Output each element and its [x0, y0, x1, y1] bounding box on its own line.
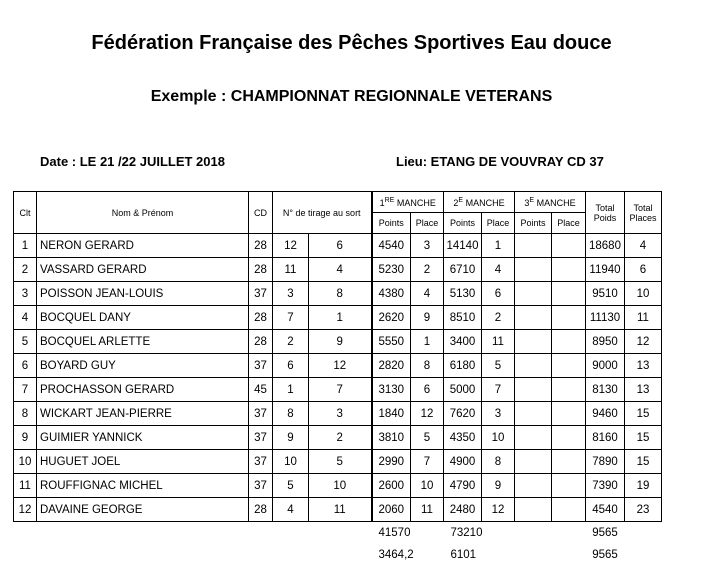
cell-cd: 37 [249, 474, 273, 498]
document-title: Fédération Française des Pêches Sportives Eau douce [91, 32, 612, 54]
cell-m2-place: 8 [482, 450, 515, 474]
table-row [14, 282, 662, 306]
cell-m3-place [552, 234, 586, 258]
cell-m3-place [552, 330, 586, 354]
cell-m2-place: 3 [482, 402, 515, 426]
cell-tirage-1: 11 [273, 258, 309, 282]
cell-nom: VASSARD GERARD [37, 258, 249, 282]
total-m2-points: 6101 [450, 549, 477, 561]
cell-tirage-1: 2 [273, 330, 309, 354]
cell-total-poids: 4540 [586, 498, 625, 522]
cell-cd: 37 [249, 450, 273, 474]
cell-m3-place [552, 282, 586, 306]
cell-tirage-1: 1 [273, 378, 309, 402]
cell-m2-points: 6180 [444, 354, 482, 378]
cell-nom: GUIMIER YANNICK [37, 426, 249, 450]
cell-m2-place: 10 [482, 426, 515, 450]
cell-m1-points: 4380 [372, 282, 411, 306]
cell-m1-points: 2600 [372, 474, 411, 498]
cell-m1-place: 3 [411, 234, 444, 258]
cell-tirage-2: 4 [309, 258, 372, 282]
cell-tirage-2: 5 [309, 450, 372, 474]
cell-m1-points: 4540 [372, 234, 411, 258]
cell-total-places: 12 [625, 330, 662, 354]
cell-clt: 3 [14, 282, 37, 306]
cell-total-poids: 9510 [586, 282, 625, 306]
cell-nom: NERON GERARD [37, 234, 249, 258]
cell-total-places: 6 [625, 258, 662, 282]
cell-clt: 4 [14, 306, 37, 330]
header-manche-1: 1RE MANCHE [372, 192, 444, 213]
cell-m3-place [552, 402, 586, 426]
cell-tirage-1: 5 [273, 474, 309, 498]
cell-total-places: 15 [625, 402, 662, 426]
cell-m1-place: 6 [411, 378, 444, 402]
total-poids-value: 9565 [592, 527, 618, 539]
cell-m1-place: 11 [411, 498, 444, 522]
cell-m3-place [552, 498, 586, 522]
cell-m3-points [515, 498, 552, 522]
cell-m2-points: 14140 [444, 234, 482, 258]
header-m1-place: Place [411, 213, 444, 234]
cell-m3-points [515, 330, 552, 354]
cell-tirage-1: 12 [273, 234, 309, 258]
results-table [13, 191, 662, 566]
cell-m2-points: 7620 [444, 402, 482, 426]
cell-m2-place: 2 [482, 306, 515, 330]
cell-m1-place: 9 [411, 306, 444, 330]
cell-tirage-2: 1 [309, 306, 372, 330]
table-row [14, 234, 662, 258]
cell-total-places: 15 [625, 426, 662, 450]
cell-total-poids: 11940 [586, 258, 625, 282]
cell-tirage-1: 7 [273, 306, 309, 330]
cell-cd: 37 [249, 354, 273, 378]
cell-total-poids: 7890 [586, 450, 625, 474]
cell-total-poids: 11130 [586, 306, 625, 330]
cell-m2-points: 2480 [444, 498, 482, 522]
cell-m3-place [552, 258, 586, 282]
cell-m2-points: 5000 [444, 378, 482, 402]
cell-m2-place: 12 [482, 498, 515, 522]
cell-cd: 28 [249, 258, 273, 282]
cell-cd: 28 [249, 234, 273, 258]
cell-m3-points [515, 402, 552, 426]
total-poids-value: 9565 [592, 549, 618, 561]
cell-clt: 11 [14, 474, 37, 498]
cell-m1-points: 3130 [372, 378, 411, 402]
cell-cd: 37 [249, 282, 273, 306]
cell-nom: ROUFFIGNAC MICHEL [37, 474, 249, 498]
header-m2-points: Points [444, 213, 482, 234]
total-m1-points: 41570 [378, 527, 411, 539]
cell-nom: BOCQUEL ARLETTE [37, 330, 249, 354]
cell-tirage-2: 6 [309, 234, 372, 258]
cell-tirage-1: 8 [273, 402, 309, 426]
cell-m2-place: 7 [482, 378, 515, 402]
cell-clt: 9 [14, 426, 37, 450]
cell-total-places: 4 [625, 234, 662, 258]
cell-m1-points: 3810 [372, 426, 411, 450]
table-row [14, 474, 662, 498]
cell-cd: 37 [249, 426, 273, 450]
table-row [14, 402, 662, 426]
table-row [14, 426, 662, 450]
event-date: Date : LE 21 /22 JUILLET 2018 [40, 154, 225, 169]
cell-m2-place: 5 [482, 354, 515, 378]
cell-total-places: 23 [625, 498, 662, 522]
totals-rows [14, 522, 662, 567]
header-tirage: N° de tirage au sort [273, 192, 372, 234]
cell-m3-points [515, 378, 552, 402]
cell-tirage-2: 2 [309, 426, 372, 450]
cell-tirage-2: 3 [309, 402, 372, 426]
cell-m2-place: 1 [482, 234, 515, 258]
cell-m3-place [552, 354, 586, 378]
cell-tirage-2: 7 [309, 378, 372, 402]
cell-clt: 10 [14, 450, 37, 474]
cell-cd: 28 [249, 330, 273, 354]
cell-m3-place [552, 378, 586, 402]
cell-m3-place [552, 474, 586, 498]
table-row [14, 450, 662, 474]
cell-nom: DAVAINE GEORGE [37, 498, 249, 522]
cell-total-places: 15 [625, 450, 662, 474]
table-row [14, 258, 662, 282]
header-cd: CD [249, 192, 273, 234]
cell-total-poids: 8950 [586, 330, 625, 354]
cell-m1-points: 2820 [372, 354, 411, 378]
cell-m1-points: 5230 [372, 258, 411, 282]
cell-m1-points: 1840 [372, 402, 411, 426]
event-location: Lieu: ETANG DE VOUVRAY CD 37 [396, 154, 604, 169]
cell-tirage-1: 3 [273, 282, 309, 306]
cell-clt: 1 [14, 234, 37, 258]
header-m3-points: Points [515, 213, 552, 234]
cell-cd: 28 [249, 498, 273, 522]
cell-m3-points [515, 234, 552, 258]
cell-m1-place: 5 [411, 426, 444, 450]
cell-m3-points [515, 474, 552, 498]
totals-row [14, 522, 662, 545]
header-m3-place: Place [552, 213, 586, 234]
cell-m1-place: 12 [411, 402, 444, 426]
header-m1-points: Points [372, 213, 411, 234]
cell-clt: 12 [14, 498, 37, 522]
results-rows [14, 234, 662, 522]
table-row [14, 330, 662, 354]
cell-clt: 5 [14, 330, 37, 354]
cell-nom: HUGUET JOEL [37, 450, 249, 474]
cell-m2-points: 4790 [444, 474, 482, 498]
cell-m1-points: 2060 [372, 498, 411, 522]
cell-total-poids: 8160 [586, 426, 625, 450]
total-m1-points: 3464,2 [378, 549, 414, 561]
cell-total-places: 13 [625, 378, 662, 402]
cell-m2-points: 8510 [444, 306, 482, 330]
cell-m3-place [552, 450, 586, 474]
cell-tirage-1: 9 [273, 426, 309, 450]
header-total-poids: Total Poids [586, 192, 625, 234]
cell-m1-place: 7 [411, 450, 444, 474]
cell-m2-points: 6710 [444, 258, 482, 282]
cell-m2-place: 6 [482, 282, 515, 306]
header-nom: Nom & Prénom [37, 192, 249, 234]
cell-m2-points: 3400 [444, 330, 482, 354]
cell-tirage-1: 10 [273, 450, 309, 474]
cell-m1-points: 2620 [372, 306, 411, 330]
table-row [14, 354, 662, 378]
cell-total-poids: 9460 [586, 402, 625, 426]
cell-m2-place: 4 [482, 258, 515, 282]
cell-m2-points: 5130 [444, 282, 482, 306]
cell-m1-place: 1 [411, 330, 444, 354]
cell-m3-points [515, 450, 552, 474]
cell-m3-points [515, 354, 552, 378]
cell-m2-place: 9 [482, 474, 515, 498]
cell-nom: PROCHASSON GERARD [37, 378, 249, 402]
cell-total-places: 11 [625, 306, 662, 330]
cell-m2-place: 11 [482, 330, 515, 354]
table-row [14, 306, 662, 330]
header-total-places: Total Places [625, 192, 662, 234]
cell-total-places: 10 [625, 282, 662, 306]
cell-total-poids: 7390 [586, 474, 625, 498]
table-row [14, 498, 662, 522]
cell-nom: BOYARD GUY [37, 354, 249, 378]
cell-total-places: 19 [625, 474, 662, 498]
header-clt: Clt [14, 192, 37, 234]
cell-tirage-1: 4 [273, 498, 309, 522]
cell-m2-points: 4900 [444, 450, 482, 474]
table-row [14, 378, 662, 402]
cell-clt: 7 [14, 378, 37, 402]
cell-tirage-2: 11 [309, 498, 372, 522]
document-subtitle: Exemple : CHAMPIONNAT REGIONNALE VETERANS [150, 88, 553, 105]
total-m2-points: 73210 [450, 527, 483, 539]
cell-m3-points [515, 306, 552, 330]
cell-tirage-2: 10 [309, 474, 372, 498]
cell-m1-points: 5550 [372, 330, 411, 354]
cell-clt: 2 [14, 258, 37, 282]
cell-tirage-2: 12 [309, 354, 372, 378]
cell-total-poids: 8130 [586, 378, 625, 402]
cell-m1-place: 2 [411, 258, 444, 282]
cell-total-poids: 9000 [586, 354, 625, 378]
cell-m3-points [515, 258, 552, 282]
cell-total-poids: 18680 [586, 234, 625, 258]
header-manche-3: $3^E$ MANCHE [515, 192, 586, 213]
cell-nom: BOCQUEL DANY [37, 306, 249, 330]
totals-row [14, 544, 662, 566]
cell-m3-points [515, 426, 552, 450]
cell-tirage-1: 6 [273, 354, 309, 378]
cell-m2-points: 4350 [444, 426, 482, 450]
cell-cd: 28 [249, 306, 273, 330]
header-m2-place: Place [482, 213, 515, 234]
cell-clt: 8 [14, 402, 37, 426]
cell-m1-place: 8 [411, 354, 444, 378]
cell-nom: WICKART JEAN-PIERRE [37, 402, 249, 426]
cell-m3-place [552, 426, 586, 450]
cell-cd: 37 [249, 402, 273, 426]
cell-m1-place: 4 [411, 282, 444, 306]
cell-total-places: 13 [625, 354, 662, 378]
cell-m3-points [515, 282, 552, 306]
cell-m3-place [552, 306, 586, 330]
cell-m1-place: 10 [411, 474, 444, 498]
cell-nom: POISSON JEAN-LOUIS [37, 282, 249, 306]
cell-cd: 45 [249, 378, 273, 402]
cell-tirage-2: 9 [309, 330, 372, 354]
cell-tirage-2: 8 [309, 282, 372, 306]
header-manche-2: $2^E$ MANCHE [444, 192, 515, 213]
cell-clt: 6 [14, 354, 37, 378]
cell-m1-points: 2990 [372, 450, 411, 474]
